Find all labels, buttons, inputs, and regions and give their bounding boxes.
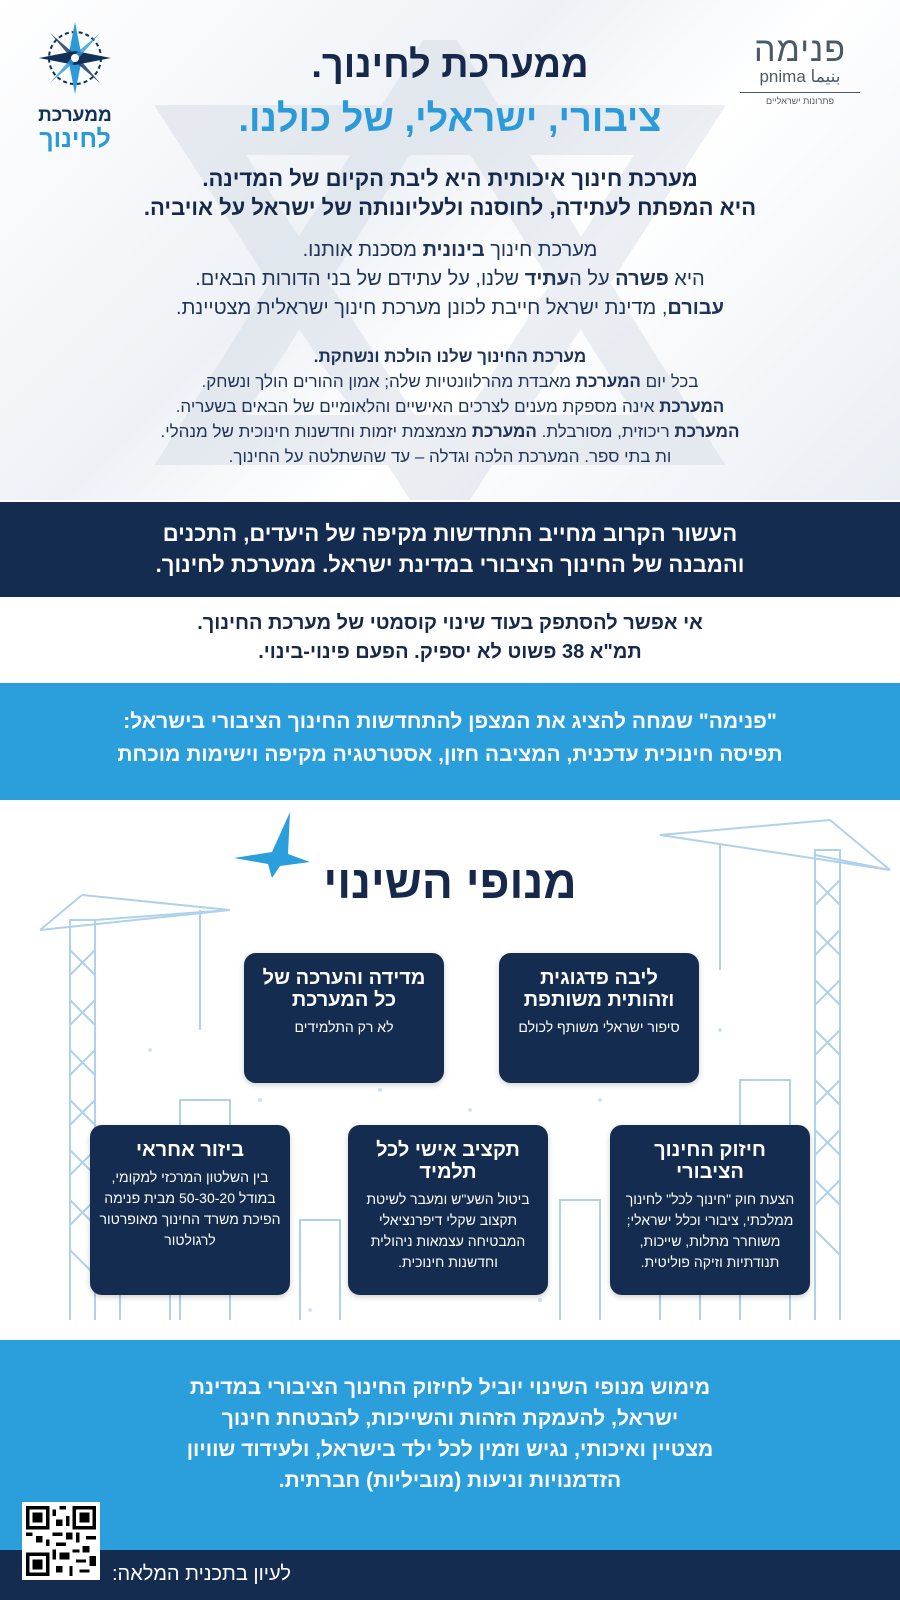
lever-card-personal-budget [348, 1125, 548, 1295]
closing-statement [110, 1372, 790, 1496]
text-span: שלנו, על עתידם של בני הדורות הבאים. [195, 268, 525, 290]
lever-card-title: מדידה והערכה של כל המערכת [262, 967, 426, 1011]
lever-card-title: ביזור אחראי [135, 1139, 245, 1161]
levers-title: מנופי השינוי [323, 856, 577, 908]
erosion-heading: מערכת החינוך שלנו הולכת ונשחקת. [313, 347, 587, 366]
compass-line1: "פנימה" שמחה להציג את המצפן להתחדשות החינוך הציבורי בישראל: [123, 710, 777, 733]
erosion-paragraph [40, 344, 860, 469]
emphasis-span: המערכת [674, 422, 740, 441]
lever-card-decentralization [90, 1125, 290, 1295]
lever-card-pedagogical-core [499, 953, 699, 1083]
text-span: בכל יום [640, 372, 699, 391]
cosmetic-change-band [0, 597, 900, 683]
compass-icon [30, 18, 120, 98]
page-title-line2: ציבורי, ישראלי, של כולנו. [238, 98, 662, 140]
pnima-logo-tagline: פתרונות ישראליים [740, 92, 860, 106]
decade-line2: והמבנה של החינוך הציבורי במדינת ישראל. ממערכת לחינוך. [155, 552, 745, 577]
text-span: ריכוזית, מסורבלת. [536, 422, 675, 441]
footer [0, 1550, 900, 1600]
lever-card-body: לא רק התלמידים [294, 1019, 394, 1035]
pnima-logo-english: pnima [759, 67, 806, 86]
emphasis-span: המערכת [471, 422, 537, 441]
text-span: על ה [569, 268, 616, 290]
emphasis-span: עתיד [524, 268, 570, 290]
qr-code-icon [26, 1506, 96, 1576]
decade-line1: העשור הקרוב מחייב התחדשות מקיפה של היעדים, התכנים [162, 521, 738, 546]
lever-card-body: ביטול השע"ש ומעבר לשיטת תקצוב שקלי דיפרנציאלי המבטיחה עצמאות ניהולית וחדשנות חינוכית. [366, 1191, 530, 1270]
mediocrity-paragraph [40, 236, 860, 323]
lever-card-body: בין השלטון המרכזי למקומי, במודל 50-30-20 מבית פנימה הפיכת משרד החינוך מאופרטור לרגולטור [99, 1169, 281, 1248]
pnima-logo [740, 32, 860, 117]
text-span: מצמצמת יזמות וחדשנות חינוכית של מנהלי. [160, 422, 472, 441]
qr-code[interactable] [22, 1502, 100, 1580]
full-plan-link-label[interactable]: לעיון בתכנית המלאה: [112, 1563, 292, 1585]
lever-card-measurement [244, 953, 444, 1083]
emphasis-span: המערכת [659, 397, 725, 416]
lever-card-body: הצעת חוק "חינוך לכל" לחינוך ממלכתי, ציבורי וכלל ישראלי; משוחרר מתלות, שייכות, תנודתיות וזיקה פוליטית. [625, 1191, 795, 1270]
text-span: מאבדת מהרלוונטיות שלה; אמון ההורים הולך ונשחק. [201, 372, 576, 391]
lever-card-title: ליבה פדגוגית וזהותית משותפת [523, 967, 675, 1011]
text-span: מסכנת אותנו. [302, 239, 423, 261]
mediocrity-line2 [40, 265, 860, 294]
closing-line3: מצטיין ואיכותי, נגיש וזמין לכל ילד בישראל, ולעידוד שוויון [186, 1438, 714, 1461]
pnima-logo-hebrew: פנימה [753, 31, 847, 69]
lever-card-public-education [610, 1125, 810, 1295]
text-span: , מדינת ישראל חייבת לכונן מערכת חינוך ישראלית מצטיינת. [176, 297, 668, 319]
lever-card-title: תקציב אישי לכל תלמיד [376, 1139, 520, 1183]
compass-line2: תפיסה חינוכית עדכנית, המציבה חזון, אסטרטגיה מקיפה וישימות מוכחת [117, 743, 783, 766]
closing-section [0, 1340, 900, 1550]
cosmetic-line1: אי אפשר להסתפק בעוד שינוי קוסמטי של מערכת החינוך. [197, 612, 703, 634]
erosion-line3 [40, 419, 860, 444]
pnima-compass-band [0, 683, 900, 800]
text-span: היא [668, 268, 705, 290]
maarechet-lechinuch-logo [20, 18, 130, 158]
lever-card-title: חיזוק החינוך הציבורי [654, 1139, 766, 1183]
lever-card-body: סיפור ישראלי משותף לכולם [518, 1019, 680, 1035]
erosion-line4: ות בתי ספר. המערכת הלכה וגדלה – עד שהשתלטה על החינוך. [228, 447, 672, 466]
intro-line1: מערכת חינוך איכותית היא ליבת הקיום של המדינה. [202, 166, 698, 191]
logo-left-line2: לחינוך [39, 125, 111, 153]
text-span: מערכת חינוך [484, 239, 598, 261]
closing-line1: מימוש מנופי השינוי יוביל לחיזוק החינוך הציבורי במדינת [189, 1376, 711, 1399]
cosmetic-line2: תמ"א 38 פשוט לא יספיק. הפעם פינוי-בינוי. [258, 641, 642, 663]
closing-line2: ישראל, להעמקת הזהות והשייכות, להבטחת חינוך [221, 1407, 679, 1430]
emphasis-span: המערכת [575, 372, 641, 391]
text-span: אינה מספקת מענים לצרכים האישיים והלאומיים של הבאים בשעריה. [175, 397, 660, 416]
closing-line4: הזדמנויות וניעות (מוביליות) חברתית. [278, 1469, 622, 1492]
erosion-line2 [40, 394, 860, 419]
erosion-line1 [40, 369, 860, 394]
decade-renewal-band [0, 502, 900, 597]
emphasis-span: עבורם [667, 297, 724, 319]
pnima-logo-arabic: بنيما [810, 67, 841, 86]
emphasis-span: פשרה [615, 268, 669, 290]
intro-line2: היא המפתח לעתידה, לחוסנה ולעליונותה של ישראל על אויביה. [143, 195, 757, 220]
levers-section [0, 800, 900, 1340]
intro-statement [40, 164, 860, 222]
hero-section [0, 0, 900, 500]
mediocrity-line3 [40, 294, 860, 323]
logo-left-line1: ממערכת [38, 105, 112, 126]
page-title-line1: ממערכת לחינוך. [311, 44, 589, 86]
emphasis-span: בינונית [422, 239, 485, 261]
pnima-logo-latin-arabic [740, 68, 860, 86]
mediocrity-line1 [40, 236, 860, 265]
